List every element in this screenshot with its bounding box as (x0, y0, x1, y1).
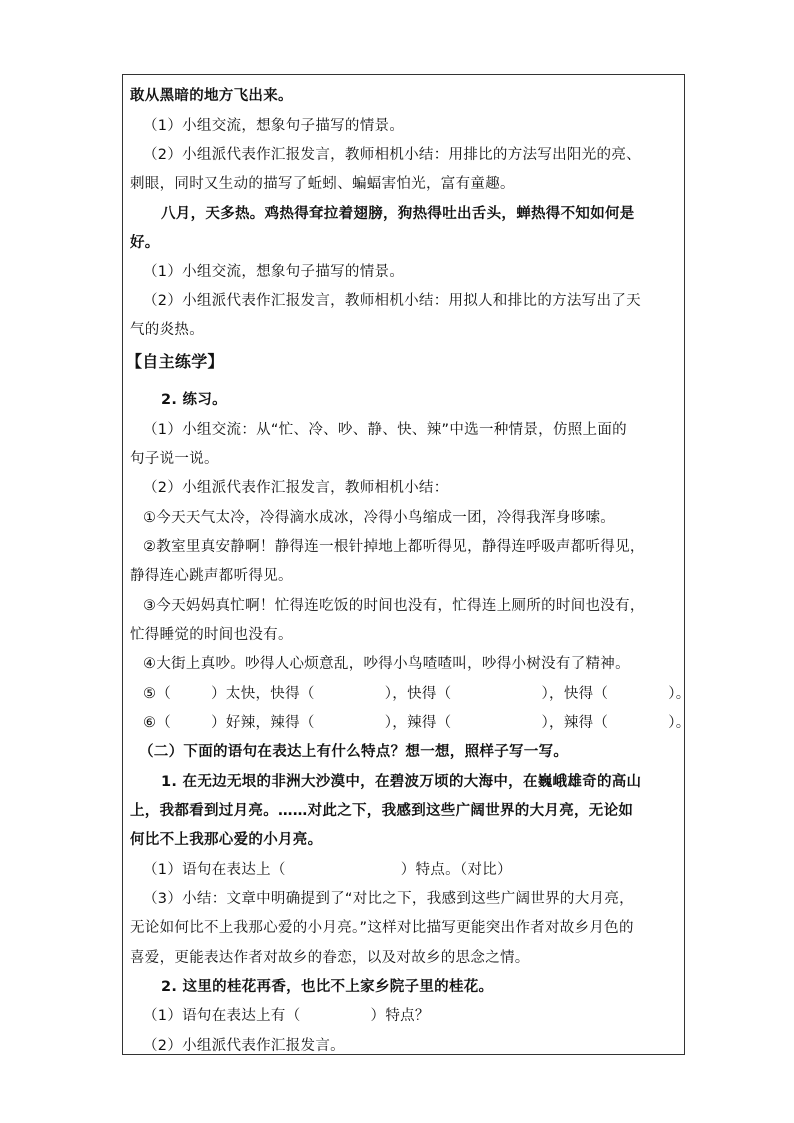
text-line: 2. 练习。 (161, 392, 227, 408)
text-line: （2）小组派代表作汇报发言，教师相机小结：用排比的方法写出阳光的亮、 (143, 147, 641, 163)
text-line: （1）小组交流：从“忙、冷、吵、静、快、辣”中选一种情景，仿照上面的 (143, 422, 627, 438)
text-line: 无论如何比不上我那心爱的小月亮。”这样对比描写更能突出作者对故乡月色的 (130, 920, 634, 936)
subsection-heading: （二）下面的语句在表达上有什么特点？想一想，照样子写一写。 (139, 744, 569, 760)
text-segment: ⑤（ (143, 686, 172, 702)
text-segment: （1）语句在表达上有（ (143, 1008, 301, 1024)
text-line: （2）小组派代表作汇报发言，教师相机小结： (143, 480, 449, 496)
text-segment: （1）语句在表达上（ (143, 862, 286, 878)
text-segment: ），辣得（ (541, 715, 609, 731)
text-line: （2）小组派代表作汇报发言，教师相机小结：用拟人和排比的方法写出了天 (143, 293, 641, 309)
fill-in-line (143, 713, 693, 733)
text-segment: ），快得（ (541, 686, 609, 702)
text-segment: ⑥（ (143, 715, 172, 731)
text-line: 上，我都看到过月亮。……对此之下，我感到这些广阔世界的大月亮，无论如 (130, 803, 634, 819)
text-line: 刺眼，同时又生动的描写了蚯蚓、蝙蝠害怕光，富有童趣。 (130, 176, 515, 192)
text-segment: ）特点？ (370, 1008, 430, 1024)
text-segment: ）特点。（对比） (400, 862, 512, 878)
text-line: ②教室里真安静啊！静得连一根针掉地上都听得见，静得连呼吸声都听得见， (143, 539, 645, 555)
text-line: （2）小组派代表作汇报发言。 (143, 1038, 345, 1054)
text-segment: ），快得（ (384, 686, 452, 702)
text-line: 忙得睡觉的时间也没有。 (130, 627, 293, 643)
text-segment: ）太快，快得（ (211, 686, 315, 702)
text-line: （3）小结：文章中明确提到了“对比之下，我感到这些广阔世界的大月亮， (143, 891, 634, 907)
text-line: ④大街上真吵。吵得人心烦意乱，吵得小鸟喳喳叫，吵得小树没有了精神。 (143, 656, 630, 672)
text-line: 1. 在无边无垠的非洲大沙漠中，在碧波万顷的大海中，在巍峨雄奇的高山 (161, 774, 642, 790)
text-segment: ）。 (668, 715, 691, 731)
text-segment: ）好辣，辣得（ (211, 715, 315, 731)
text-line: （1）小组交流，想象句子描写的情景。 (143, 264, 405, 280)
text-line: 静得连心跳声都听得见。 (130, 568, 293, 584)
text-line: 敢从黑暗的地方飞出来。 (130, 88, 293, 104)
text-line: 句子说一说。 (130, 451, 219, 467)
fill-in-line (143, 1006, 693, 1026)
fill-in-line (143, 684, 693, 704)
text-line: 八月，天多热。鸡热得耷拉着翅膀，狗热得吐出舌头，蝉热得不知如何是 (161, 206, 635, 222)
text-segment: ）。 (668, 686, 691, 702)
text-line: 2. 这里的桂花再香，也比不上家乡院子里的桂花。 (161, 979, 494, 995)
text-line: 好。 (130, 235, 160, 251)
text-line: 何比不上我那心爱的小月亮。 (130, 832, 323, 848)
text-line: ①今天天气太冷，冷得滴水成冰，冷得小鸟缩成一团，冷得我浑身哆嗦。 (143, 510, 616, 526)
section-heading: 【自主练学】 (126, 352, 224, 371)
text-line: （1）小组交流，想象句子描写的情景。 (143, 118, 405, 134)
text-line: 气的炎热。 (130, 322, 204, 338)
text-line: 喜爱，更能表达作者对故乡的眷恋，以及对故乡的思念之情。 (130, 950, 530, 966)
text-segment: ），辣得（ (384, 715, 452, 731)
fill-in-line (143, 860, 693, 880)
text-line: ③今天妈妈真忙啊！忙得连吃饭的时间也没有，忙得连上厕所的时间也没有， (143, 598, 645, 614)
